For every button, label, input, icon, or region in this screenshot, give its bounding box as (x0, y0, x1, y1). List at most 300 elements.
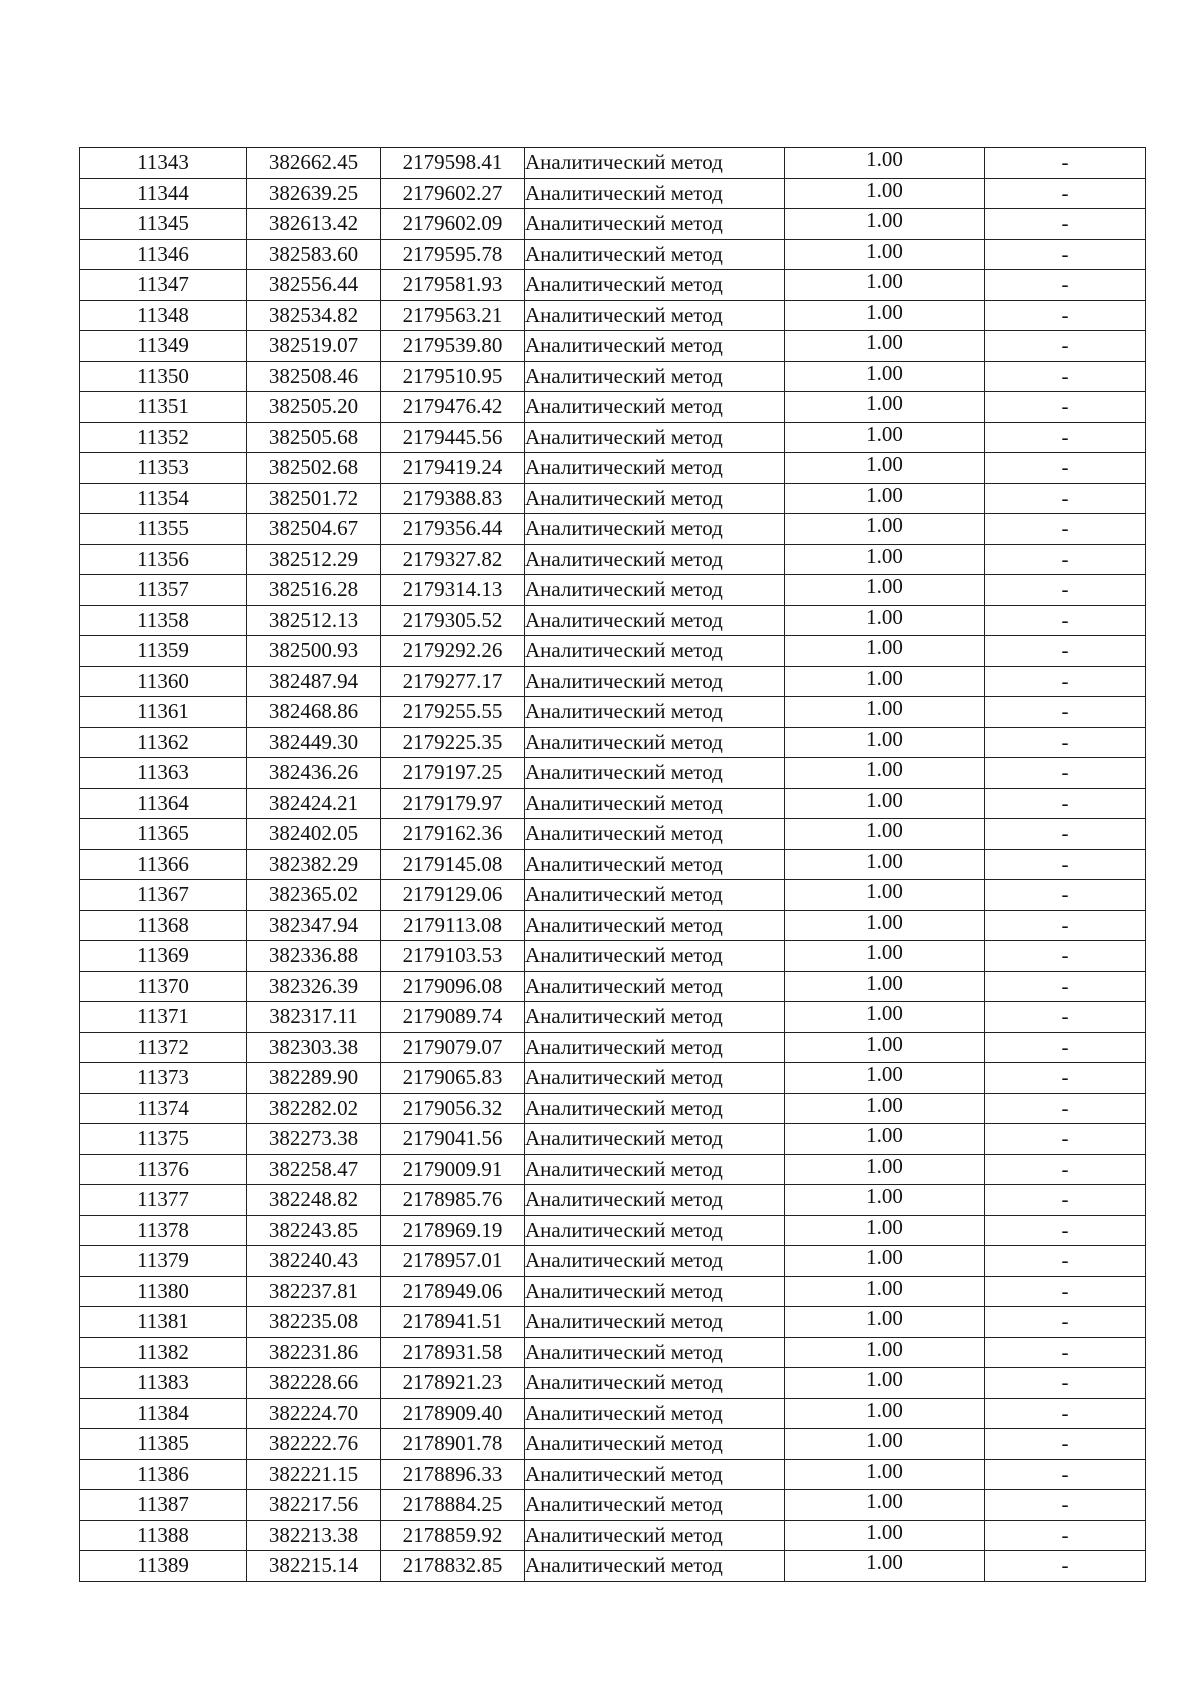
description-cell: - (985, 941, 1146, 972)
point-number-cell: 11382 (80, 1337, 247, 1368)
error-cell (785, 1551, 985, 1582)
description-cell: - (985, 666, 1146, 697)
description-cell: - (985, 636, 1146, 667)
y-coordinate-cell: 2178985.76 (381, 1185, 525, 1216)
point-number-cell: 11369 (80, 941, 247, 972)
table-row (80, 1276, 1146, 1307)
table-row (80, 1154, 1146, 1185)
x-coordinate-cell: 382326.39 (247, 971, 381, 1002)
method-cell: Аналитический метод (525, 758, 785, 789)
error-value: 1.00 (866, 330, 903, 355)
error-value: 1.00 (866, 727, 903, 751)
y-coordinate-cell: 2179079.07 (381, 1032, 525, 1063)
method-cell: Аналитический метод (525, 270, 785, 301)
description-cell: - (985, 331, 1146, 362)
x-coordinate-cell: 382424.21 (247, 788, 381, 819)
error-cell (785, 880, 985, 911)
y-coordinate-cell: 2179327.82 (381, 544, 525, 575)
error-cell (785, 422, 985, 453)
table-row (80, 1246, 1146, 1277)
method-cell: Аналитический метод (525, 483, 785, 514)
description-cell: - (985, 1093, 1146, 1124)
error-cell (785, 239, 985, 270)
table-row (80, 514, 1146, 545)
point-number-cell: 11359 (80, 636, 247, 667)
error-value: 1.00 (866, 940, 903, 965)
method-cell: Аналитический метод (525, 1490, 785, 1521)
error-cell (785, 1032, 985, 1063)
point-number-cell: 11375 (80, 1124, 247, 1155)
error-value: 1.00 (866, 788, 903, 812)
y-coordinate-cell: 2179419.24 (381, 453, 525, 484)
error-value: 1.00 (866, 147, 903, 172)
y-coordinate-cell: 2179445.56 (381, 422, 525, 453)
error-value: 1.00 (866, 1032, 903, 1056)
table-row (80, 1368, 1146, 1399)
x-coordinate-cell: 382243.85 (247, 1215, 381, 1246)
x-coordinate-cell: 382534.82 (247, 300, 381, 331)
error-value: 1.00 (866, 1001, 903, 1026)
description-cell: - (985, 300, 1146, 331)
method-cell: Аналитический метод (525, 788, 785, 819)
description-cell: - (985, 1063, 1146, 1094)
y-coordinate-cell: 2179510.95 (381, 361, 525, 392)
description-cell: - (985, 1185, 1146, 1216)
x-coordinate-cell: 382468.86 (247, 697, 381, 728)
y-coordinate-cell: 2179129.06 (381, 880, 525, 911)
description-cell: - (985, 1520, 1146, 1551)
description-cell: - (985, 575, 1146, 606)
error-value: 1.00 (866, 1398, 903, 1422)
y-coordinate-cell: 2179595.78 (381, 239, 525, 270)
error-cell (785, 758, 985, 789)
error-value: 1.00 (866, 757, 903, 782)
error-value: 1.00 (866, 1459, 903, 1483)
table-row (80, 1307, 1146, 1338)
x-coordinate-cell: 382402.05 (247, 819, 381, 850)
description-cell: - (985, 1307, 1146, 1338)
method-cell: Аналитический метод (525, 1520, 785, 1551)
point-number-cell: 11371 (80, 1002, 247, 1033)
point-number-cell: 11356 (80, 544, 247, 575)
method-cell: Аналитический метод (525, 1459, 785, 1490)
error-cell (785, 148, 985, 179)
error-value: 1.00 (866, 818, 903, 843)
method-cell: Аналитический метод (525, 331, 785, 362)
error-cell (785, 331, 985, 362)
x-coordinate-cell: 382273.38 (247, 1124, 381, 1155)
description-cell: - (985, 880, 1146, 911)
x-coordinate-cell: 382662.45 (247, 148, 381, 179)
error-cell (785, 1459, 985, 1490)
description-cell: - (985, 514, 1146, 545)
table-row (80, 209, 1146, 240)
x-coordinate-cell: 382303.38 (247, 1032, 381, 1063)
y-coordinate-cell: 2179065.83 (381, 1063, 525, 1094)
point-number-cell: 11347 (80, 270, 247, 301)
error-value: 1.00 (866, 1123, 903, 1148)
error-value: 1.00 (866, 1306, 903, 1331)
point-number-cell: 11352 (80, 422, 247, 453)
description-cell: - (985, 392, 1146, 423)
x-coordinate-cell: 382512.13 (247, 605, 381, 636)
point-number-cell: 11376 (80, 1154, 247, 1185)
table-row (80, 453, 1146, 484)
x-coordinate-cell: 382213.38 (247, 1520, 381, 1551)
point-number-cell: 11379 (80, 1246, 247, 1277)
point-number-cell: 11344 (80, 178, 247, 209)
point-number-cell: 11368 (80, 910, 247, 941)
description-cell: - (985, 1215, 1146, 1246)
description-cell: - (985, 1490, 1146, 1521)
error-value: 1.00 (866, 1550, 903, 1575)
x-coordinate-cell: 382519.07 (247, 331, 381, 362)
table-row (80, 788, 1146, 819)
table-row (80, 819, 1146, 850)
error-value: 1.00 (866, 1276, 903, 1300)
x-coordinate-cell: 382347.94 (247, 910, 381, 941)
error-cell (785, 1093, 985, 1124)
y-coordinate-cell: 2179476.42 (381, 392, 525, 423)
description-cell: - (985, 971, 1146, 1002)
x-coordinate-cell: 382258.47 (247, 1154, 381, 1185)
description-cell: - (985, 270, 1146, 301)
error-value: 1.00 (866, 666, 903, 690)
method-cell: Аналитический метод (525, 1215, 785, 1246)
point-number-cell: 11343 (80, 148, 247, 179)
y-coordinate-cell: 2179096.08 (381, 971, 525, 1002)
error-value: 1.00 (866, 1489, 903, 1514)
y-coordinate-cell: 2178931.58 (381, 1337, 525, 1368)
point-number-cell: 11389 (80, 1551, 247, 1582)
y-coordinate-cell: 2178909.40 (381, 1398, 525, 1429)
x-coordinate-cell: 382336.88 (247, 941, 381, 972)
y-coordinate-cell: 2178949.06 (381, 1276, 525, 1307)
method-cell: Аналитический метод (525, 453, 785, 484)
table-row (80, 1398, 1146, 1429)
description-cell: - (985, 1429, 1146, 1460)
error-cell (785, 483, 985, 514)
y-coordinate-cell: 2179162.36 (381, 819, 525, 850)
description-cell: - (985, 1368, 1146, 1399)
method-cell: Аналитический метод (525, 1276, 785, 1307)
error-value: 1.00 (866, 971, 903, 995)
description-cell: - (985, 1124, 1146, 1155)
description-cell: - (985, 910, 1146, 941)
error-cell (785, 819, 985, 850)
table-row (80, 422, 1146, 453)
x-coordinate-cell: 382505.68 (247, 422, 381, 453)
error-value: 1.00 (866, 239, 903, 263)
error-value: 1.00 (866, 483, 903, 507)
x-coordinate-cell: 382217.56 (247, 1490, 381, 1521)
error-cell (785, 910, 985, 941)
x-coordinate-cell: 382231.86 (247, 1337, 381, 1368)
x-coordinate-cell: 382512.29 (247, 544, 381, 575)
point-number-cell: 11349 (80, 331, 247, 362)
error-cell (785, 361, 985, 392)
method-cell: Аналитический метод (525, 1368, 785, 1399)
error-cell (785, 1124, 985, 1155)
table-row (80, 880, 1146, 911)
y-coordinate-cell: 2179041.56 (381, 1124, 525, 1155)
table-row (80, 148, 1146, 179)
table-row (80, 1551, 1146, 1582)
method-cell: Аналитический метод (525, 636, 785, 667)
x-coordinate-cell: 382222.76 (247, 1429, 381, 1460)
x-coordinate-cell: 382436.26 (247, 758, 381, 789)
table-row (80, 178, 1146, 209)
method-cell: Аналитический метод (525, 849, 785, 880)
error-value: 1.00 (866, 208, 903, 233)
method-cell: Аналитический метод (525, 880, 785, 911)
method-cell: Аналитический метод (525, 1002, 785, 1033)
y-coordinate-cell: 2178921.23 (381, 1368, 525, 1399)
table-row (80, 1002, 1146, 1033)
method-cell: Аналитический метод (525, 941, 785, 972)
error-cell (785, 544, 985, 575)
point-number-cell: 11377 (80, 1185, 247, 1216)
method-cell: Аналитический метод (525, 1063, 785, 1094)
y-coordinate-cell: 2179581.93 (381, 270, 525, 301)
method-cell: Аналитический метод (525, 1154, 785, 1185)
error-cell (785, 636, 985, 667)
point-number-cell: 11387 (80, 1490, 247, 1521)
error-cell (785, 727, 985, 758)
method-cell: Аналитический метод (525, 239, 785, 270)
error-value: 1.00 (866, 391, 903, 416)
x-coordinate-cell: 382516.28 (247, 575, 381, 606)
description-cell: - (985, 819, 1146, 850)
x-coordinate-cell: 382240.43 (247, 1246, 381, 1277)
table-row (80, 910, 1146, 941)
point-number-cell: 11370 (80, 971, 247, 1002)
description-cell: - (985, 1398, 1146, 1429)
method-cell: Аналитический метод (525, 178, 785, 209)
x-coordinate-cell: 382248.82 (247, 1185, 381, 1216)
description-cell: - (985, 605, 1146, 636)
method-cell: Аналитический метод (525, 148, 785, 179)
error-cell (785, 514, 985, 545)
table-row (80, 1124, 1146, 1155)
point-number-cell: 11378 (80, 1215, 247, 1246)
error-cell (785, 178, 985, 209)
description-cell: - (985, 758, 1146, 789)
y-coordinate-cell: 2179113.08 (381, 910, 525, 941)
x-coordinate-cell: 382317.11 (247, 1002, 381, 1033)
table-row (80, 239, 1146, 270)
table-row (80, 1490, 1146, 1521)
error-cell (785, 1398, 985, 1429)
y-coordinate-cell: 2179103.53 (381, 941, 525, 972)
coordinates-table (79, 147, 1146, 1582)
error-value: 1.00 (866, 422, 903, 446)
error-cell (785, 1337, 985, 1368)
x-coordinate-cell: 382639.25 (247, 178, 381, 209)
error-cell (785, 971, 985, 1002)
description-cell: - (985, 727, 1146, 758)
error-cell (785, 1246, 985, 1277)
error-cell (785, 453, 985, 484)
table-row (80, 270, 1146, 301)
description-cell: - (985, 422, 1146, 453)
method-cell: Аналитический метод (525, 1307, 785, 1338)
description-cell: - (985, 697, 1146, 728)
error-value: 1.00 (866, 513, 903, 538)
x-coordinate-cell: 382583.60 (247, 239, 381, 270)
table-row (80, 666, 1146, 697)
table-row (80, 1429, 1146, 1460)
error-value: 1.00 (866, 269, 903, 294)
method-cell: Аналитический метод (525, 1246, 785, 1277)
table-row (80, 605, 1146, 636)
description-cell: - (985, 1551, 1146, 1582)
table-row (80, 1063, 1146, 1094)
error-cell (785, 300, 985, 331)
table-row (80, 1459, 1146, 1490)
y-coordinate-cell: 2179388.83 (381, 483, 525, 514)
point-number-cell: 11348 (80, 300, 247, 331)
description-cell: - (985, 148, 1146, 179)
y-coordinate-cell: 2179179.97 (381, 788, 525, 819)
error-cell (785, 1215, 985, 1246)
description-cell: - (985, 1154, 1146, 1185)
point-number-cell: 11363 (80, 758, 247, 789)
x-coordinate-cell: 382221.15 (247, 1459, 381, 1490)
error-value: 1.00 (866, 300, 903, 324)
error-value: 1.00 (866, 1245, 903, 1270)
error-value: 1.00 (866, 1184, 903, 1209)
description-cell: - (985, 544, 1146, 575)
x-coordinate-cell: 382508.46 (247, 361, 381, 392)
error-cell (785, 1429, 985, 1460)
error-cell (785, 1276, 985, 1307)
x-coordinate-cell: 382224.70 (247, 1398, 381, 1429)
error-value: 1.00 (866, 574, 903, 599)
error-value: 1.00 (866, 1215, 903, 1239)
description-cell: - (985, 361, 1146, 392)
description-cell: - (985, 1459, 1146, 1490)
error-value: 1.00 (866, 696, 903, 721)
error-cell (785, 666, 985, 697)
error-value: 1.00 (866, 1520, 903, 1544)
y-coordinate-cell: 2179539.80 (381, 331, 525, 362)
y-coordinate-cell: 2179197.25 (381, 758, 525, 789)
y-coordinate-cell: 2178941.51 (381, 1307, 525, 1338)
description-cell: - (985, 1337, 1146, 1368)
method-cell: Аналитический метод (525, 1551, 785, 1582)
description-cell: - (985, 788, 1146, 819)
method-cell: Аналитический метод (525, 1032, 785, 1063)
description-cell: - (985, 483, 1146, 514)
error-value: 1.00 (866, 1154, 903, 1178)
point-number-cell: 11354 (80, 483, 247, 514)
method-cell: Аналитический метод (525, 910, 785, 941)
description-cell: - (985, 1032, 1146, 1063)
error-cell (785, 1185, 985, 1216)
error-value: 1.00 (866, 1093, 903, 1117)
error-value: 1.00 (866, 879, 903, 904)
error-cell (785, 1490, 985, 1521)
method-cell: Аналитический метод (525, 1398, 785, 1429)
table-row (80, 636, 1146, 667)
method-cell: Аналитический метод (525, 209, 785, 240)
table-row (80, 1185, 1146, 1216)
point-number-cell: 11386 (80, 1459, 247, 1490)
x-coordinate-cell: 382487.94 (247, 666, 381, 697)
error-value: 1.00 (866, 544, 903, 568)
method-cell: Аналитический метод (525, 1124, 785, 1155)
error-value: 1.00 (866, 1367, 903, 1392)
method-cell: Аналитический метод (525, 392, 785, 423)
error-value: 1.00 (866, 635, 903, 660)
point-number-cell: 11360 (80, 666, 247, 697)
y-coordinate-cell: 2179145.08 (381, 849, 525, 880)
error-cell (785, 1063, 985, 1094)
description-cell: - (985, 1246, 1146, 1277)
point-number-cell: 11358 (80, 605, 247, 636)
method-cell: Аналитический метод (525, 1093, 785, 1124)
x-coordinate-cell: 382505.20 (247, 392, 381, 423)
method-cell: Аналитический метод (525, 544, 785, 575)
error-cell (785, 1307, 985, 1338)
description-cell: - (985, 178, 1146, 209)
table-row (80, 361, 1146, 392)
x-coordinate-cell: 382382.29 (247, 849, 381, 880)
table-row (80, 941, 1146, 972)
error-cell (785, 392, 985, 423)
description-cell: - (985, 1276, 1146, 1307)
table-row (80, 849, 1146, 880)
point-number-cell: 11373 (80, 1063, 247, 1094)
y-coordinate-cell: 2178901.78 (381, 1429, 525, 1460)
error-value: 1.00 (866, 910, 903, 934)
y-coordinate-cell: 2179292.26 (381, 636, 525, 667)
point-number-cell: 11388 (80, 1520, 247, 1551)
point-number-cell: 11357 (80, 575, 247, 606)
x-coordinate-cell: 382365.02 (247, 880, 381, 911)
point-number-cell: 11350 (80, 361, 247, 392)
error-value: 1.00 (866, 849, 903, 873)
y-coordinate-cell: 2179277.17 (381, 666, 525, 697)
table-row (80, 697, 1146, 728)
point-number-cell: 11384 (80, 1398, 247, 1429)
method-cell: Аналитический метод (525, 666, 785, 697)
method-cell: Аналитический метод (525, 971, 785, 1002)
y-coordinate-cell: 2178896.33 (381, 1459, 525, 1490)
x-coordinate-cell: 382282.02 (247, 1093, 381, 1124)
x-coordinate-cell: 382501.72 (247, 483, 381, 514)
error-value: 1.00 (866, 605, 903, 629)
method-cell: Аналитический метод (525, 361, 785, 392)
x-coordinate-cell: 382215.14 (247, 1551, 381, 1582)
x-coordinate-cell: 382235.08 (247, 1307, 381, 1338)
table-row (80, 727, 1146, 758)
error-value: 1.00 (866, 178, 903, 202)
point-number-cell: 11361 (80, 697, 247, 728)
y-coordinate-cell: 2179563.21 (381, 300, 525, 331)
point-number-cell: 11353 (80, 453, 247, 484)
y-coordinate-cell: 2179009.91 (381, 1154, 525, 1185)
point-number-cell: 11345 (80, 209, 247, 240)
y-coordinate-cell: 2179255.55 (381, 697, 525, 728)
error-cell (785, 605, 985, 636)
x-coordinate-cell: 382289.90 (247, 1063, 381, 1094)
x-coordinate-cell: 382502.68 (247, 453, 381, 484)
y-coordinate-cell: 2179602.27 (381, 178, 525, 209)
description-cell: - (985, 453, 1146, 484)
table-row (80, 1520, 1146, 1551)
